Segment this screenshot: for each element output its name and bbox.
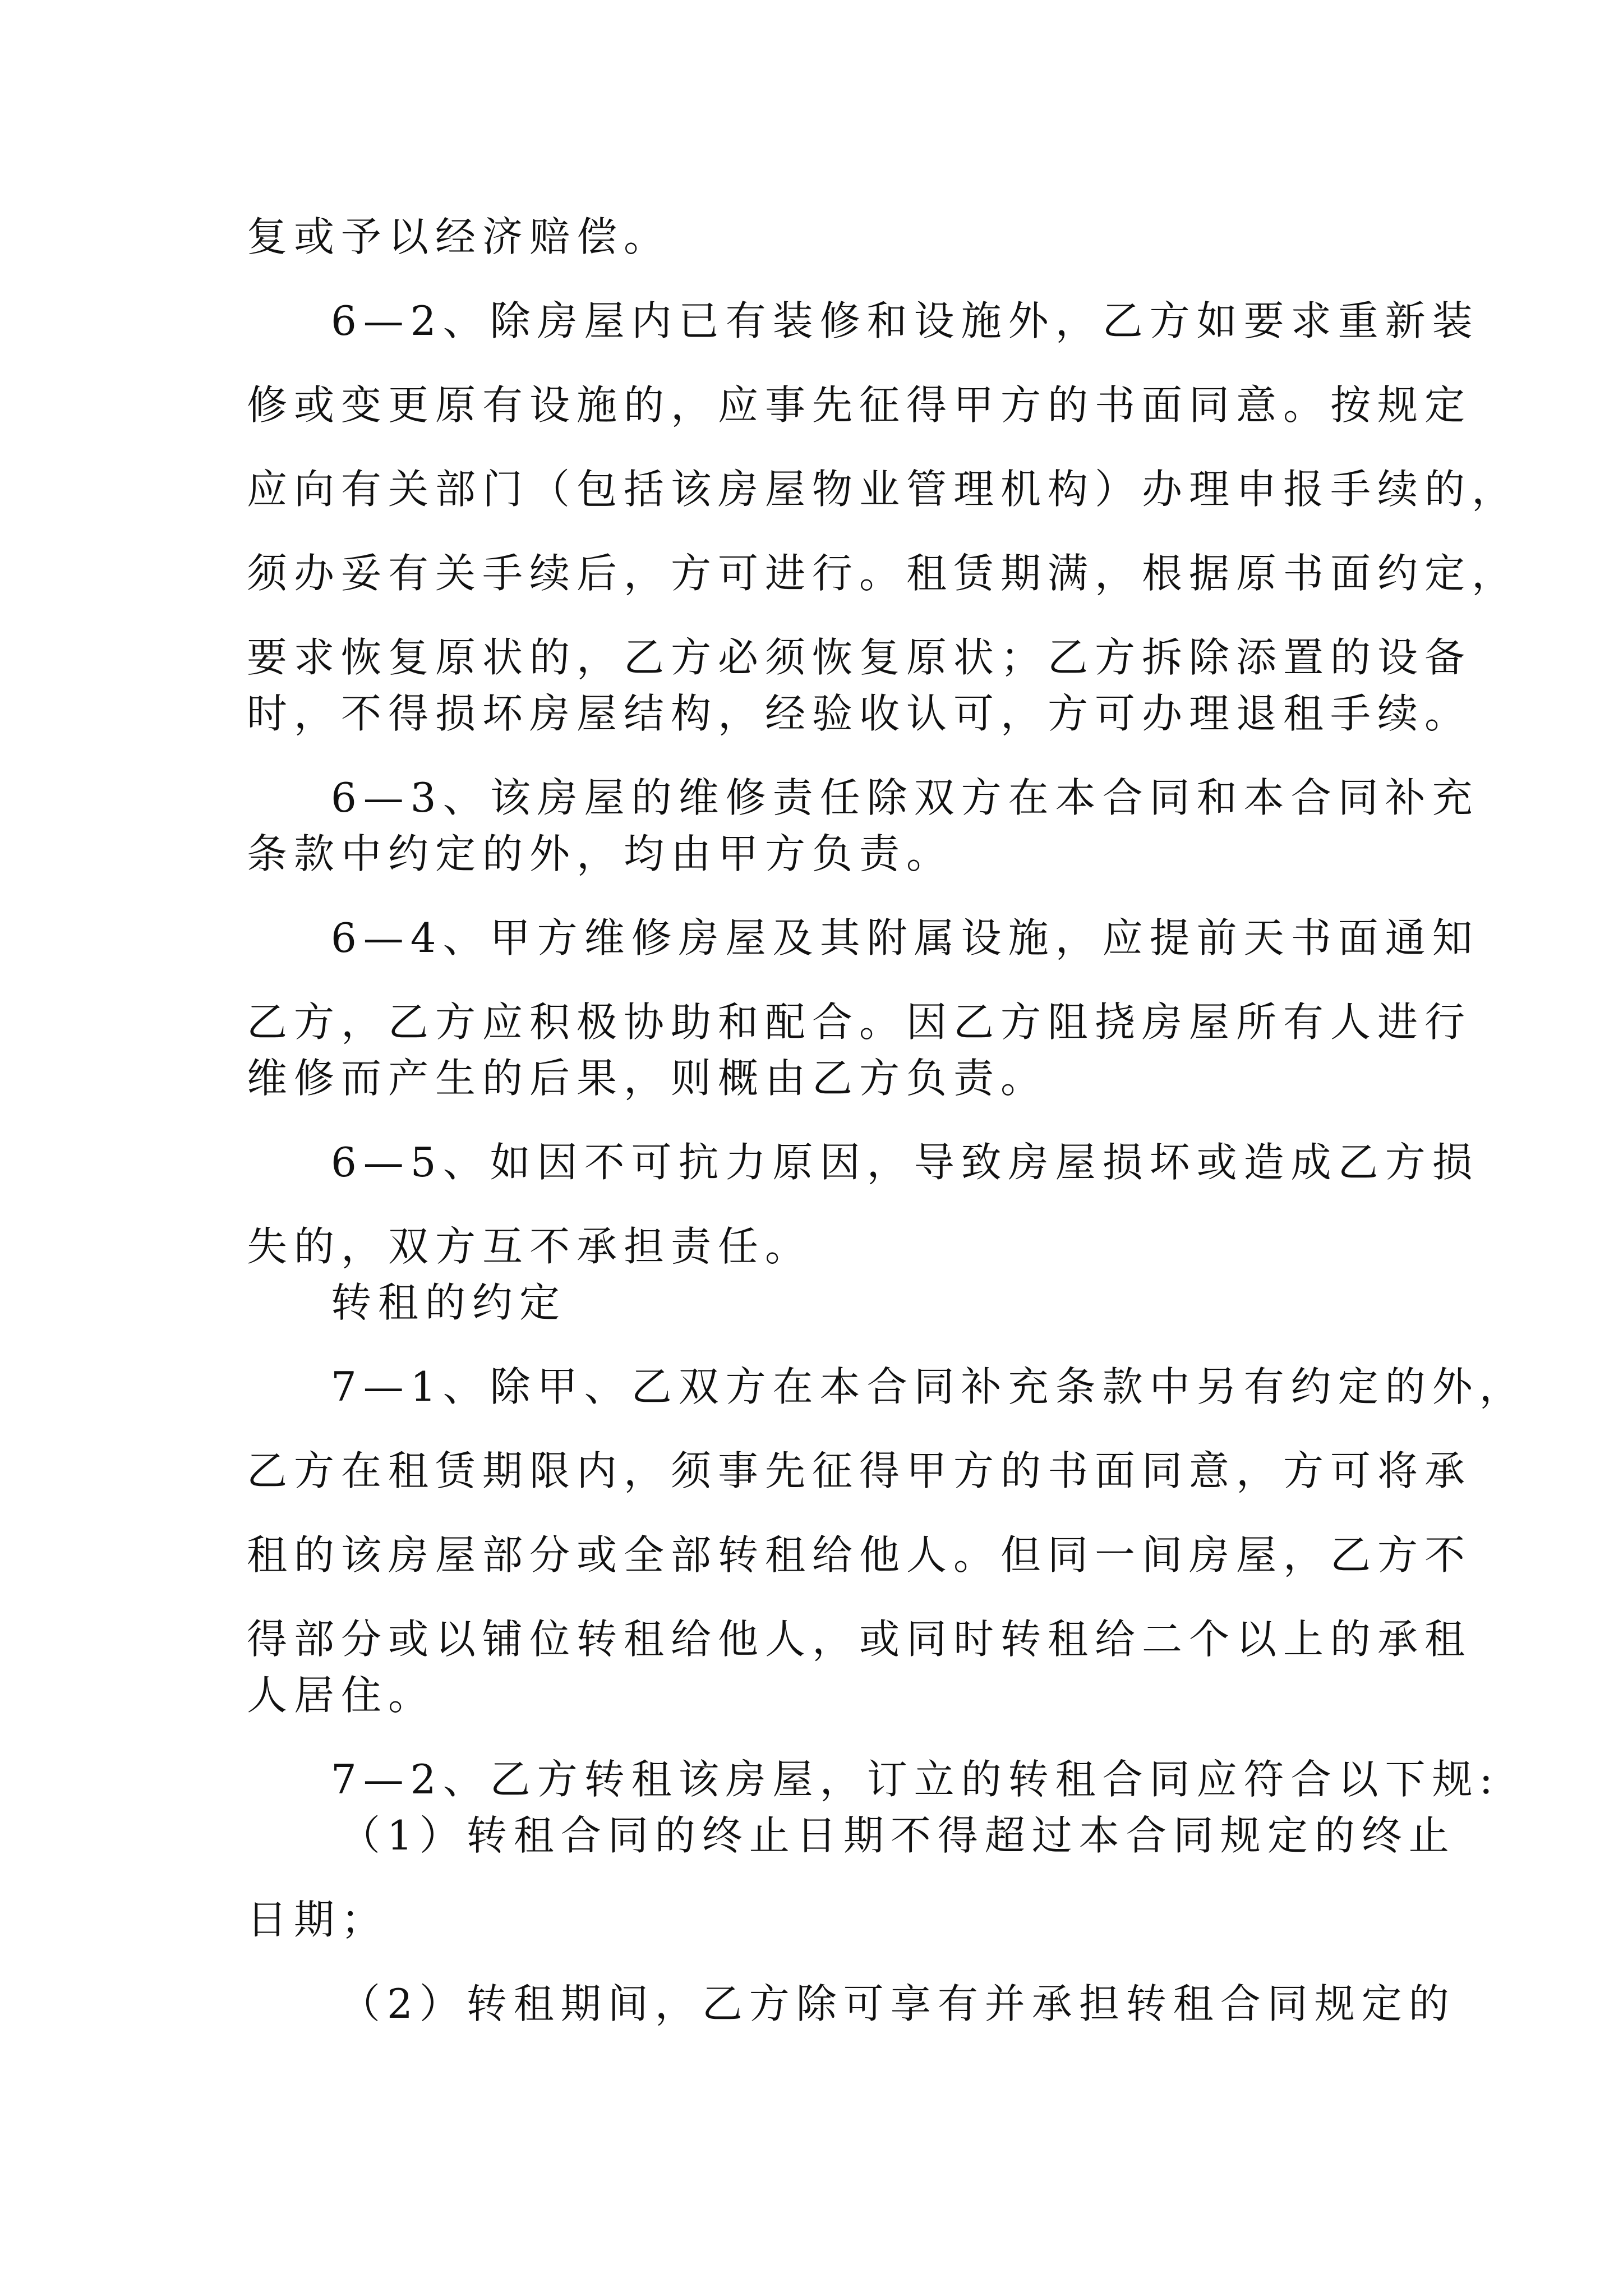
clause-6-3: 6—3、该房屋的维修责任除双方在本合同和本合同补充 (331, 774, 1479, 821)
text-line: 要求恢复原状的，乙方必须恢复原状；乙方拆除添置的设备 (247, 634, 1472, 681)
text-line: 须办妥有关手续后，方可进行。租赁期满，根据原书面约定， (247, 550, 1519, 597)
clause-6-2: 6—2、除房屋内已有装修和设施外，乙方如要求重新装 (331, 297, 1479, 344)
text-line: 维修而产生的后果，则概由乙方负责。 (247, 1055, 1048, 1102)
text-line: 人居住。 (247, 1672, 436, 1719)
clause-6-5: 6—5、如因不可抗力原因，导致房屋损坏或造成乙方损 (331, 1139, 1479, 1186)
text-line: 乙方在租赁期限内，须事先征得甲方的书面同意，方可将承 (247, 1447, 1472, 1494)
text-line: 修或变更原有设施的，应事先征得甲方的书面同意。按规定 (247, 381, 1472, 429)
text-line: 时，不得损坏房屋结构，经验收认可，方可办理退租手续。 (247, 690, 1472, 737)
text-line: 日期； (247, 1896, 389, 1943)
text-line: 租的该房屋部分或全部转租给他人。但同一间房屋，乙方不 (247, 1531, 1472, 1579)
sub-item-2: （2）转租期间，乙方除可享有并承担转租合同规定的 (340, 1980, 1456, 2027)
text-line: 复或予以经济赔偿。 (247, 213, 671, 260)
section-heading: 转租的约定 (331, 1279, 567, 1326)
sub-item-1: （1）转租合同的终止日期不得超过本合同规定的终止 (340, 1812, 1456, 1859)
clause-6-4: 6—4、甲方维修房屋及其附属设施，应提前天书面通知 (331, 914, 1479, 961)
clause-7-2: 7—2、乙方转租该房屋，订立的转租合同应符合以下规: (331, 1756, 1500, 1803)
clause-7-1: 7—1、除甲、乙双方在本合同补充条款中另有约定的外， (331, 1363, 1527, 1410)
text-line: 乙方，乙方应积极协助和配合。因乙方阻挠房屋所有人进行 (247, 999, 1472, 1046)
text-line: 得部分或以铺位转租给他人，或同时转租给二个以上的承租 (247, 1616, 1472, 1663)
text-line: 条款中约定的外，均由甲方负责。 (247, 830, 954, 877)
text-line: 失的，双方互不承担责任。 (247, 1223, 813, 1270)
text-line: 应向有关部门（包括该房屋物业管理机构）办理申报手续的， (247, 466, 1519, 513)
